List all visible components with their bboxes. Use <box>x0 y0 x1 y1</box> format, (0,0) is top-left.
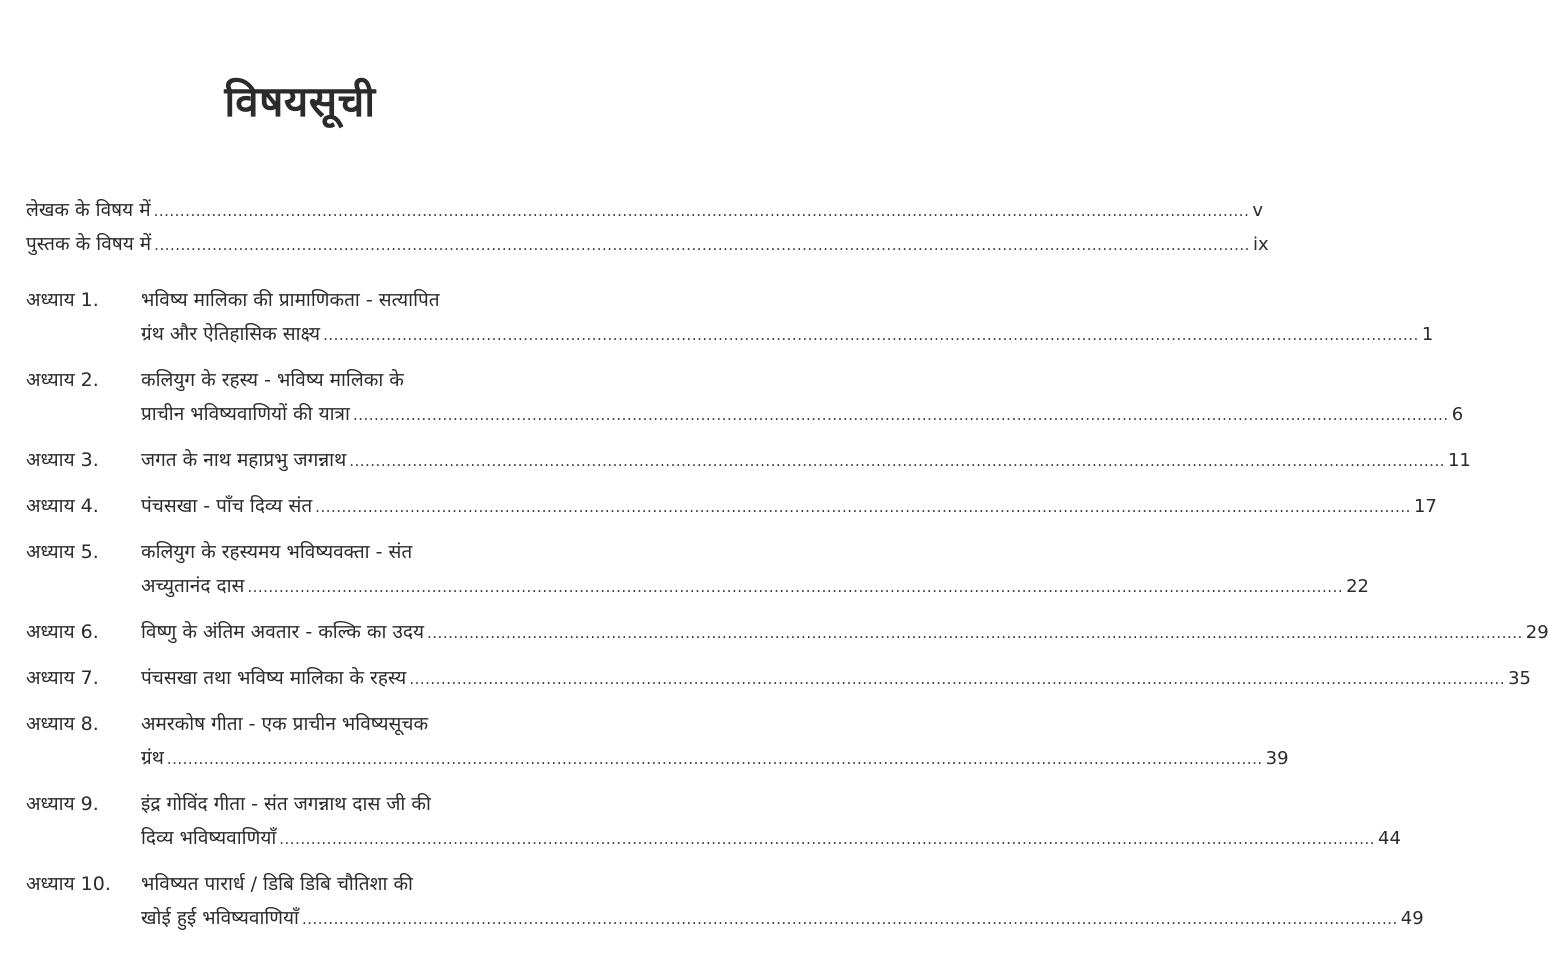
toc-entry-chapter-5[interactable] <box>26 538 1370 606</box>
entry-label: लेखक के विषय में <box>26 199 151 221</box>
dot-leader <box>353 406 1449 424</box>
page-number: 49 <box>1400 908 1424 929</box>
chapter-title-line: भविष्य मालिका की प्रामाणिकता - सत्यापित <box>141 289 440 311</box>
page-number: 44 <box>1378 828 1401 849</box>
toc-entry-chapter-10[interactable] <box>26 870 1424 938</box>
toc-entry-about-book[interactable] <box>26 230 1269 264</box>
chapter-title-line: ग्रंथ और ऐतिहासिक साक्ष्य <box>141 323 321 345</box>
chapter-title-line: जगत के नाथ महाप्रभु जगन्नाथ <box>141 449 347 471</box>
dot-leader <box>279 830 1375 848</box>
chapter-title-line: कलियुग के रहस्य - भविष्य मालिका के <box>141 369 404 391</box>
chapter-title-line: विष्णु के अंतिम अवतार - कल्कि का उदय <box>141 621 425 643</box>
page-number: 29 <box>1525 622 1549 643</box>
toc-entry-chapter-6[interactable] <box>26 618 1549 652</box>
dot-leader <box>349 452 1445 470</box>
toc-entry-chapter-7[interactable] <box>26 664 1531 698</box>
toc-entry-chapter-9[interactable] <box>26 790 1401 858</box>
page-number: ix <box>1252 234 1269 255</box>
dot-leader <box>302 910 1398 928</box>
page-number: 35 <box>1508 668 1531 689</box>
page-number: 39 <box>1265 748 1289 769</box>
chapter-title-line: पंचसखा - पाँच दिव्य संत <box>141 495 313 517</box>
dot-leader <box>167 750 1263 768</box>
chapter-title-line: प्राचीन भविष्यवाणियों की यात्रा <box>141 403 350 425</box>
chapter-number: अध्याय 1. <box>26 289 99 311</box>
chapter-title-line: कलियुग के रहस्यमय भविष्यवक्ता - संत <box>141 541 413 563</box>
chapter-title-line: अच्युतानंद दास <box>141 575 245 597</box>
chapter-title-line: पंचसखा तथा भविष्य मालिका के रहस्य <box>141 667 407 689</box>
toc-entry-about-author[interactable] <box>26 196 1263 230</box>
page-number: 6 <box>1451 404 1464 425</box>
dot-leader <box>323 326 1419 344</box>
dot-leader <box>427 624 1523 642</box>
chapter-number: अध्याय 7. <box>26 667 99 689</box>
chapter-title-line: ग्रंथ <box>141 747 164 769</box>
page-number: v <box>1252 200 1263 221</box>
chapter-number: अध्याय 3. <box>26 449 99 471</box>
chapter-number: अध्याय 6. <box>26 621 99 643</box>
page-number: 22 <box>1346 576 1370 597</box>
page-number: 11 <box>1447 450 1471 471</box>
chapter-number: अध्याय 8. <box>26 713 99 735</box>
toc-entry-chapter-4[interactable] <box>26 492 1437 526</box>
chapter-title-line: इंद्र गोविंद गीता - संत जगन्नाथ दास जी की <box>141 793 431 815</box>
front-matter-list <box>26 196 1269 264</box>
entry-label: पुस्तक के विषय में <box>26 233 152 255</box>
chapter-number: अध्याय 4. <box>26 495 99 517</box>
chapter-number: अध्याय 5. <box>26 541 99 563</box>
dot-leader <box>154 236 1250 254</box>
page-number: 17 <box>1413 496 1437 517</box>
page-title: विषयसूची <box>224 77 376 126</box>
dot-leader <box>409 670 1505 688</box>
dot-leader <box>247 578 1343 596</box>
toc-entry-chapter-2[interactable] <box>26 366 1464 434</box>
chapter-number: अध्याय 9. <box>26 793 99 815</box>
chapter-title-line: भविष्यत पारार्ध / डिबि डिबि चौतिशा की <box>141 873 413 895</box>
chapter-title-line: दिव्य भविष्यवाणियाँ <box>141 827 277 849</box>
page-number: 1 <box>1421 324 1434 345</box>
chapter-number: अध्याय 2. <box>26 369 99 391</box>
chapter-title-line: खोई हुई भविष्यवाणियाँ <box>141 907 299 929</box>
chapter-list <box>26 286 1549 938</box>
chapter-title-line: अमरकोष गीता - एक प्राचीन भविष्यसूचक <box>141 713 429 735</box>
dot-leader <box>315 498 1411 516</box>
toc-entry-chapter-3[interactable] <box>26 446 1471 480</box>
dot-leader <box>154 202 1250 220</box>
toc-entry-chapter-8[interactable] <box>26 710 1289 778</box>
chapter-number: अध्याय 10. <box>26 873 111 895</box>
toc-entry-chapter-1[interactable] <box>26 286 1434 354</box>
